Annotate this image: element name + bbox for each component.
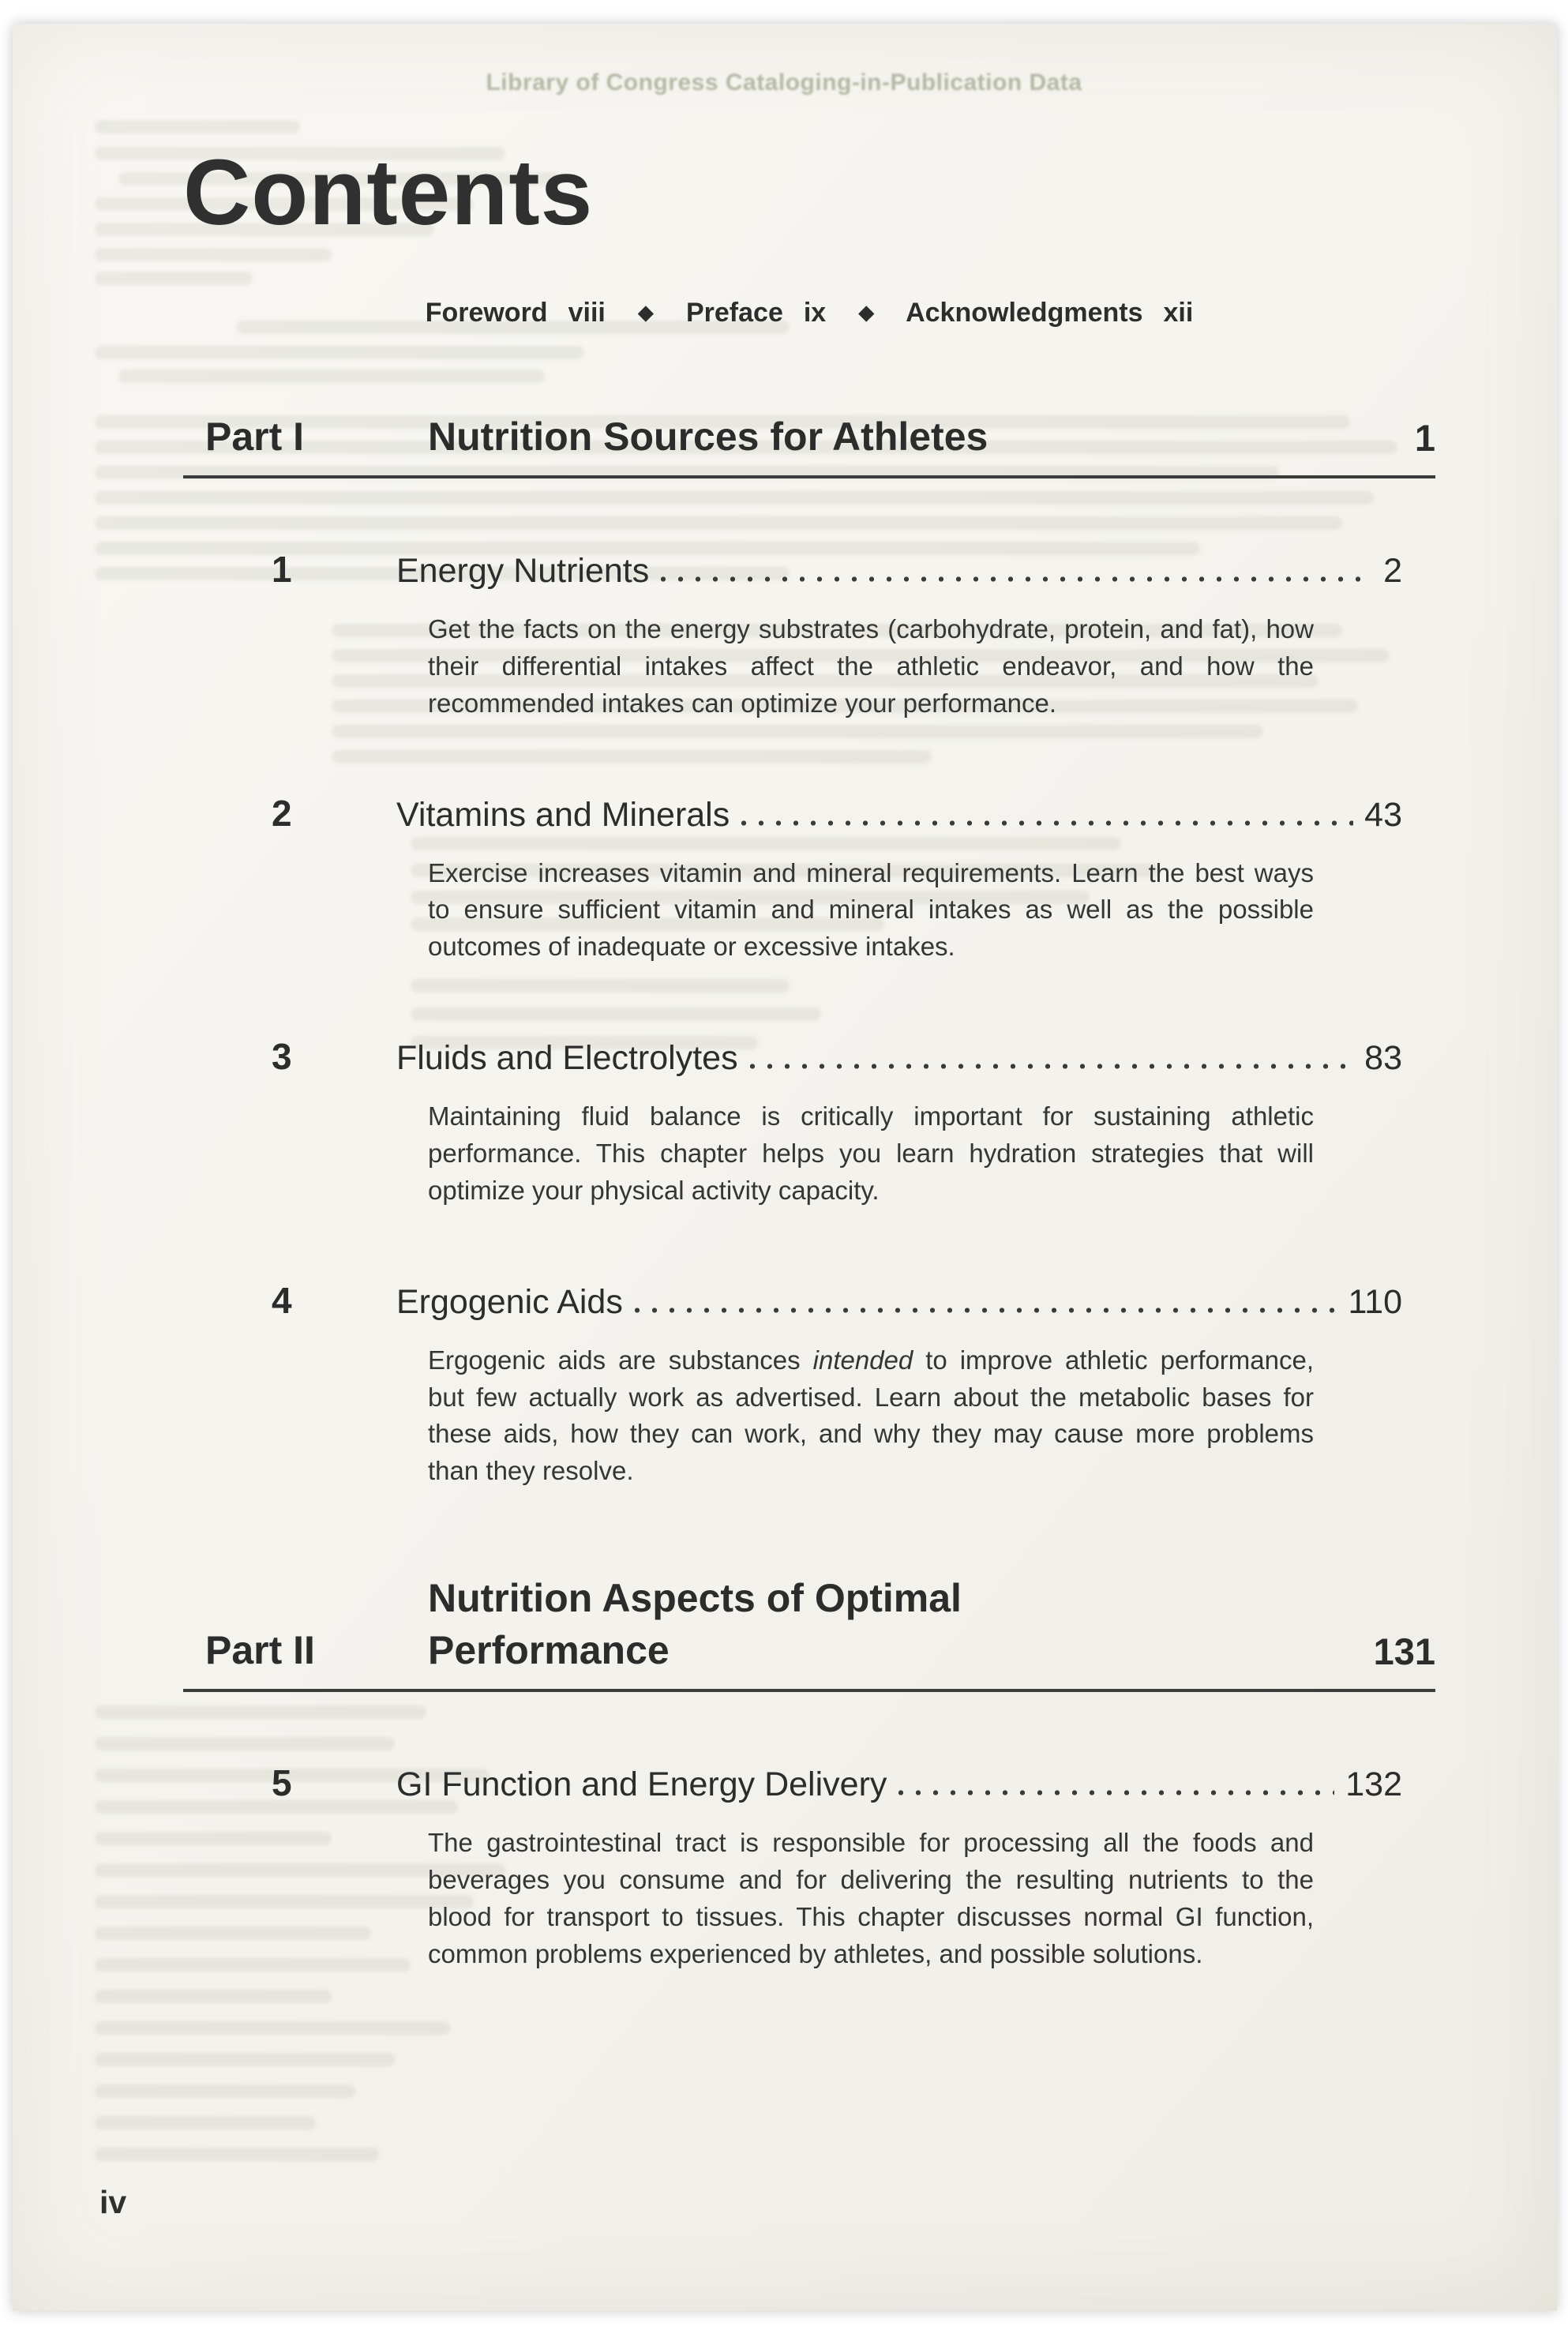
part-divider-rule (183, 475, 1435, 478)
part-page-number: 1 (1414, 416, 1435, 459)
chapter-page-number: 132 (1345, 1765, 1402, 1804)
bleedthrough-heading: Library of Congress Cataloging-in-Publication Data (486, 69, 1082, 96)
part-label: Part I (205, 415, 305, 459)
chapter-2-entry (183, 792, 1402, 835)
chapter-4-entry (183, 1279, 1402, 1322)
diamond-icon: ◆ (858, 302, 874, 324)
frontmatter-page: viii (568, 298, 606, 328)
chapter-title: Ergogenic Aids (396, 1282, 623, 1321)
leader-dots (898, 1789, 1334, 1796)
front-matter-row (183, 298, 1435, 328)
part-title: Nutrition Aspects of Optimal Performance (428, 1576, 962, 1673)
chapter-title: Fluids and Electrolytes (396, 1039, 738, 1078)
leader-dots (634, 1307, 1337, 1314)
frontmatter-item-acknowledgments (906, 298, 1193, 328)
chapter-description: Maintaining fluid balance is critically important for sustaining athletic performance. This chapter helps you learn hydration strategies that will optimize your physical activity capacity. (428, 1101, 1314, 1205)
part-2-row (183, 1572, 1435, 1676)
chapter-5-entry (183, 1762, 1402, 1804)
leader-dots (749, 1063, 1354, 1070)
chapter-number: 4 (272, 1279, 292, 1321)
chapter-1-entry (183, 548, 1402, 591)
folio-page-number: iv (99, 2184, 127, 2220)
frontmatter-label: Foreword (425, 298, 548, 328)
chapter-description: Get the facts on the energy substrates (carbohydrate, protein, and fat), how their differential intakes affect the athletic endeavor, and how the recommended intakes can optimize your performance. (428, 614, 1314, 718)
frontmatter-item-preface (686, 298, 834, 328)
chapter-number: 1 (272, 549, 292, 590)
chapter-page-number: 110 (1348, 1282, 1402, 1321)
chapter-page-number: 83 (1364, 1039, 1402, 1078)
chapter-page-number: 2 (1383, 552, 1402, 590)
chapter-title: Energy Nutrients (396, 552, 650, 590)
frontmatter-item-foreword (426, 298, 613, 328)
table-of-contents (183, 0, 1435, 1973)
chapter-page-number: 43 (1364, 795, 1402, 834)
chapter-number: 3 (272, 1036, 292, 1078)
part-label: Part II (205, 1628, 315, 1673)
diamond-icon: ◆ (638, 302, 654, 324)
chapter-title: Vitamins and Minerals (396, 795, 730, 834)
chapter-description (428, 1342, 1314, 1490)
chapter-title: GI Function and Energy Delivery (396, 1765, 887, 1804)
part-title: Nutrition Sources for Athletes (428, 415, 988, 459)
frontmatter-page: xii (1163, 298, 1194, 328)
part-divider-rule (183, 1689, 1435, 1692)
chapter-description: Exercise increases vitamin and mineral requirements. Learn the best ways to ensure sufficient vitamin and mineral intakes as well as the possible outcomes of inadequate or excessive intakes. (428, 857, 1314, 962)
leader-dots (660, 576, 1372, 583)
chapter-description-text: to improve athletic performance, but few actually work as advertised. Learn about the metabolic bases for these aids, how they can work, and why they may cause more problems than they resolve. (428, 1345, 1315, 1486)
chapter-number: 2 (272, 792, 292, 834)
chapter-description: The gastrointestinal tract is responsible for processing all the foods and beverages you consume and for delivering the resulting nutrients to the blood for transport to tissues. This chapter discusses normal GI function, common problems experienced by athletes, and possible solutions. (428, 1828, 1314, 1968)
chapter-3-entry (183, 1035, 1402, 1078)
chapter-description-text: Ergogenic aids are substances (428, 1345, 813, 1375)
chapter-description-emphasis: intended (812, 1345, 913, 1375)
frontmatter-label: Preface (685, 298, 783, 328)
chapter-number: 5 (272, 1762, 292, 1804)
part-1-row (183, 411, 1435, 463)
frontmatter-label: Acknowledgments (906, 298, 1143, 328)
frontmatter-page: ix (803, 298, 827, 328)
part-page-number: 131 (1373, 1630, 1435, 1673)
page-title: Contents (183, 141, 594, 245)
leader-dots (741, 820, 1353, 827)
